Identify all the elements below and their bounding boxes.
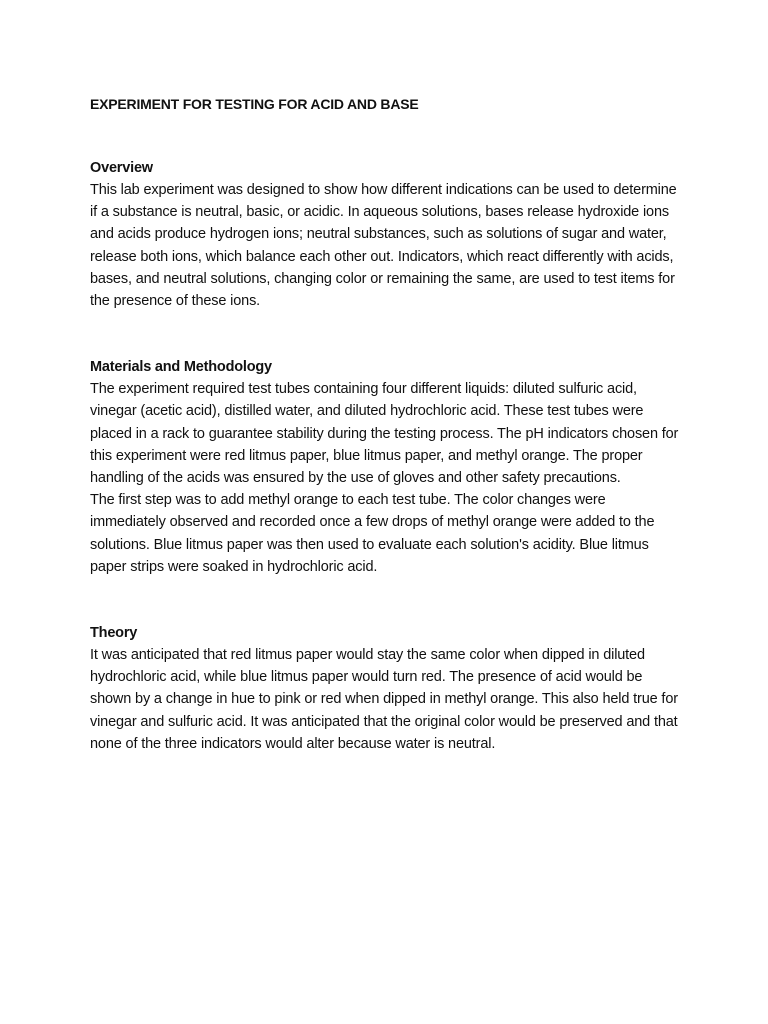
document-title: EXPERIMENT FOR TESTING FOR ACID AND BASE (90, 96, 419, 112)
paragraph: The experiment required test tubes containing four different liquids: diluted sulfuric acid, vinegar (acetic acid), distilled water, and diluted hydrochloric acid. These test tubes were placed in a rack to guarantee stability during the testing process. The pH indicators chosen for this experiment were red litmus paper, blue litmus paper, and methyl orange. The proper handling of the acids was ensured by the use of gloves and other safety precautions. (90, 381, 679, 487)
paragraph: This lab experiment was designed to show how different indications can be used to determine if a substance is neutral, basic, or acidic. In aqueous solutions, bases release hydroxide ions and acids produce hydrogen ions; neutral substances, such as solutions of sugar and water, release both ions, which balance each other out. Indicators, which react differently with acids, bases, and neutral solutions, changing color or remaining the same, are used to test items for the presence of these ions. (90, 182, 677, 310)
section-heading-theory: Theory (90, 625, 138, 642)
paragraph: The first step was to add methyl orange to each test tube. The color changes were immediately observed and recorded once a few drops of methyl orange were added to the solutions. Blue litmus paper was then used to evaluate each solution's acidity. Blue litmus paper strips were soaked in hydrochloric acid. (90, 492, 655, 575)
paragraph: It was anticipated that red litmus paper would stay the same color when dipped in diluted hydrochloric acid, while blue litmus paper would turn red. The presence of acid would be shown by a change in hue to pink or red when dipped in methyl orange. This also held true for vinegar and sulfuric acid. It was anticipated that the original color would be preserved and that none of the three indicators would alter because water is neutral. (90, 647, 678, 752)
section-heading-materials-methodology: Materials and Methodology (90, 359, 272, 376)
section-materials-methodology (90, 356, 682, 578)
document-page (90, 93, 682, 799)
section-heading-overview: Overview (90, 160, 153, 176)
section-overview (90, 157, 682, 312)
section-theory (90, 622, 682, 755)
